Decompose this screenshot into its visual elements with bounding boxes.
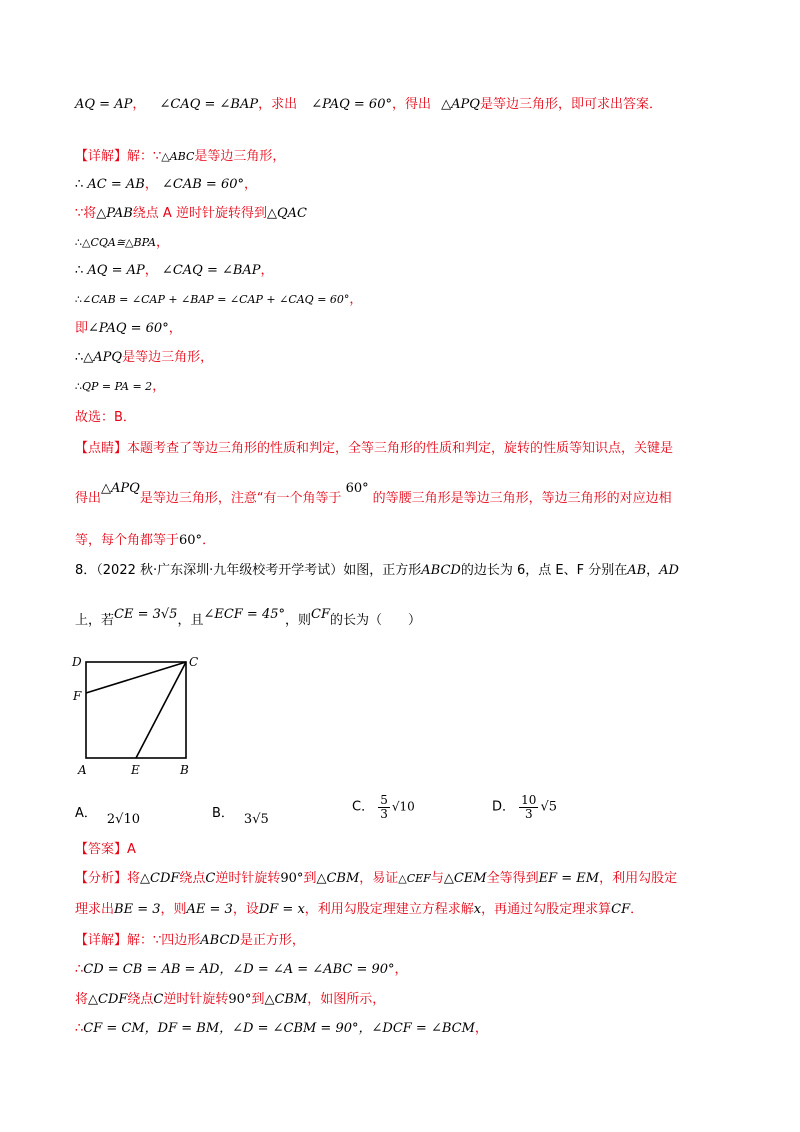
text: ∴ [75, 380, 82, 393]
label-e: E [131, 763, 140, 777]
text: ，且 [177, 613, 204, 628]
text: 上，若 [75, 613, 115, 628]
text: ， [244, 177, 258, 192]
comment-line-2 [75, 481, 672, 506]
detail-8-line-1 [75, 934, 305, 947]
text: ， [144, 263, 158, 278]
math: △APQ [83, 350, 123, 365]
math: x [473, 902, 482, 917]
detail-line-9 [75, 380, 165, 393]
text: 是等边三角形， [122, 350, 214, 365]
denominator: 3 [380, 806, 388, 821]
label-a: A [78, 763, 87, 777]
math: ABCD [421, 563, 461, 578]
math: ∠PAQ = 60° [88, 321, 169, 336]
detail-line-3 [75, 207, 307, 220]
math: AB [627, 563, 647, 578]
math: QP = PA = 2 [82, 380, 153, 393]
text: 的边长为 6，点 E、F 分别在 [460, 563, 628, 578]
math: CF [611, 902, 631, 917]
text: ， [152, 379, 166, 394]
math: △ABC [161, 150, 195, 163]
math: △CDF [88, 992, 128, 1007]
text: ， [144, 177, 158, 192]
option-b-label: B． [212, 806, 234, 821]
text: 是等边三角形，注意“有一个角等于 [139, 491, 342, 506]
detail-8-line-3 [75, 993, 385, 1006]
text: ∴ [75, 177, 84, 192]
fraction [378, 794, 390, 820]
math: ∠CAB = ∠CAP + ∠BAP = ∠CAP + ∠CAQ = 60° [82, 293, 350, 306]
text: ∵将 [75, 206, 97, 221]
text: 是正方形， [239, 933, 305, 948]
text: ， [260, 263, 274, 278]
text: ， [168, 321, 182, 336]
math: 60° [179, 533, 203, 548]
math: ∠PAQ = 60° [311, 97, 392, 112]
option-a[interactable] [75, 802, 141, 827]
text: 即 [75, 321, 89, 336]
text: ， [474, 1021, 488, 1036]
math: 90° [228, 992, 252, 1007]
text: 将 [75, 992, 89, 1007]
text: 8．（2022 秋·广东深圳·九年级校考开学考试）如图，正方形 [75, 563, 422, 578]
detail-line-1 [75, 150, 285, 163]
label-d: D [72, 655, 82, 669]
math: ∠ECF = 45° [203, 607, 286, 622]
math: AC = AB [87, 177, 145, 192]
math: ∠CAB = 60° [162, 177, 244, 192]
text: ． [630, 902, 644, 917]
text: ， [394, 962, 408, 977]
segment-ce [136, 662, 186, 758]
label-c: C [189, 655, 199, 669]
math: △APQ [441, 97, 480, 112]
math: DF = x [258, 902, 305, 917]
analysis-line-1 [75, 98, 662, 111]
math: AQ = AP [87, 263, 145, 278]
math: ∠CAQ = ∠BAP [159, 97, 259, 112]
text: ， [349, 292, 363, 307]
option-b-value: 3√5 [243, 812, 269, 827]
text: ，如图所示， [307, 992, 386, 1007]
comment-line-3 [75, 534, 215, 547]
question-8-line-1 [75, 564, 679, 577]
math: △CEM [443, 871, 487, 886]
text: 得出 [75, 491, 102, 506]
detail-8-line-4 [75, 1022, 488, 1035]
option-d-label: D． [492, 799, 516, 815]
math: CE = 3√5 [114, 607, 178, 622]
choice-line: 故选：B． [75, 410, 136, 425]
text: 是等边三角形，即可求出答案． [479, 97, 662, 112]
square-abcd [86, 662, 186, 758]
option-a-value: 2√10 [106, 812, 141, 827]
math: CF [311, 607, 330, 622]
text: ，得出 [391, 97, 431, 112]
math: 60° [345, 481, 369, 496]
text: 的长为（ ） [330, 613, 422, 628]
math: ∠CAQ = ∠BAP [161, 263, 261, 278]
detail-line-8 [75, 351, 213, 364]
math: AE = 3 [186, 902, 233, 917]
text: 到 [251, 992, 265, 1007]
text: ，利用勾股定理建立方程求解 [304, 902, 474, 917]
math: ABCD [200, 933, 240, 948]
square-figure [70, 650, 210, 780]
math: AQ = AP [75, 97, 133, 112]
answer-line: 【答案】A [75, 842, 136, 857]
text: 到 [303, 871, 317, 886]
label-f: F [73, 689, 82, 703]
text: 与 [430, 871, 444, 886]
math: BE = 3 [114, 902, 161, 917]
option-b[interactable] [212, 802, 269, 827]
text: ∴ [75, 962, 84, 977]
text: ∴ [75, 1021, 84, 1036]
text: 【详解】解：∵ [75, 149, 162, 164]
text: ，设 [232, 902, 259, 917]
detail-line-6 [75, 293, 362, 306]
text: ，利用勾股定 [599, 871, 678, 886]
radical: √5 [540, 799, 557, 815]
math: △CQA≅△BPA [82, 236, 156, 249]
math: △CEF [398, 872, 431, 885]
detail-line-4 [75, 236, 169, 249]
text: 是等边三角形， [194, 149, 286, 164]
option-a-label: A． [75, 806, 97, 821]
analysis-8-line-2 [75, 903, 643, 916]
numerator: 10 [521, 793, 537, 807]
math: CD = CB = AB = AD，∠D = ∠A = ∠ABC = 90° [83, 962, 395, 977]
math: △CBM [316, 871, 360, 886]
detail-line-5 [75, 264, 274, 277]
text: ， [155, 235, 169, 250]
text: ，再通过勾股定理求算 [481, 902, 612, 917]
text: 绕点 [179, 871, 206, 886]
math: △CDF [140, 871, 180, 886]
segment-cf [86, 662, 186, 693]
text: ，易证 [359, 871, 399, 886]
text: ∴ [75, 293, 82, 306]
math: 90° [280, 871, 304, 886]
text: 【详解】解：∵四边形 [75, 933, 201, 948]
denominator: 3 [524, 806, 533, 821]
text: 等，每个角都等于 [75, 533, 180, 548]
text: ， [132, 97, 146, 112]
math: CF = CM，DF = BM，∠D = ∠CBM = 90°，∠DCF = ∠BCM [83, 1021, 475, 1036]
math: △QAC [266, 206, 307, 221]
text: ． [202, 533, 216, 548]
detail-8-line-2 [75, 963, 408, 976]
comment-line-1: 【点睛】本题考查了等边三角形的性质和判定，全等三角形的性质和判定，旋转的性质等知识点，关键是 [75, 441, 674, 456]
text: ∴ [75, 350, 84, 365]
text: ， [646, 563, 660, 578]
math: C [205, 871, 216, 886]
numerator: 5 [380, 793, 388, 807]
text: ，则 [285, 613, 312, 628]
text: ∴ [75, 236, 82, 249]
text: 逆时针旋转 [215, 871, 281, 886]
radical: √10 [391, 799, 415, 814]
detail-line-2 [75, 178, 257, 191]
text: 全等得到 [486, 871, 539, 886]
text: ，求出 [258, 97, 298, 112]
math: AD [659, 563, 679, 578]
text: ∴ [75, 263, 84, 278]
text: 【分析】将 [75, 871, 141, 886]
text: ，则 [160, 902, 187, 917]
text: 逆时针旋转 [163, 992, 229, 1007]
detail-line-7 [75, 322, 182, 335]
option-c[interactable] [352, 794, 415, 820]
math: △CBM [264, 992, 308, 1007]
option-d[interactable] [492, 794, 557, 820]
text: 绕点 A 逆时针旋转得到 [132, 206, 267, 221]
math: △APQ [101, 481, 140, 496]
math: EF = EM [538, 871, 600, 886]
text: 的等腰三角形是等边三角形，等边三角形的对应边相 [372, 491, 672, 506]
math: △PAB [96, 206, 133, 221]
question-8-line-2 [75, 607, 422, 628]
fraction [519, 794, 538, 820]
label-b: B [180, 763, 189, 777]
option-c-label: C． [352, 799, 375, 815]
text: 绕点 [127, 992, 154, 1007]
math: C [153, 992, 164, 1007]
text: 理求出 [75, 902, 115, 917]
analysis-8-line-1 [75, 872, 677, 885]
